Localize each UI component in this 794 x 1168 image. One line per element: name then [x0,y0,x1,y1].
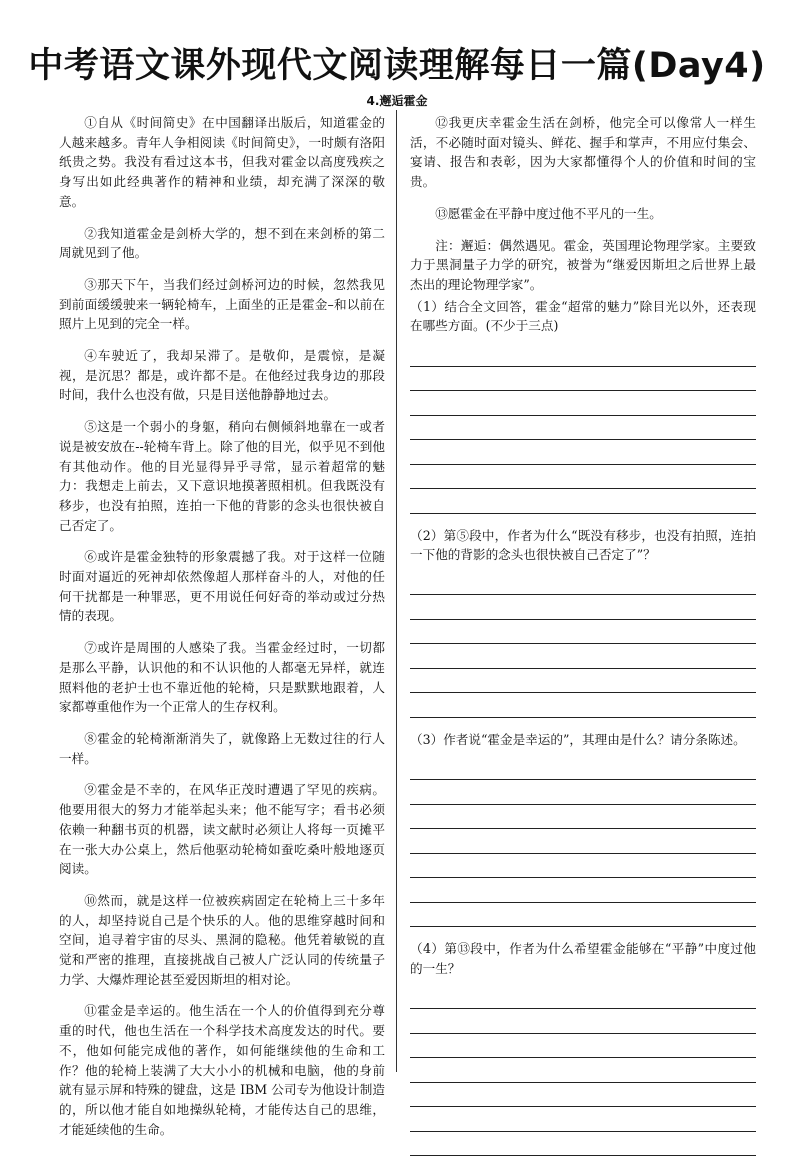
article-paragraph: ④车驶近了，我却呆滞了。是敬仰，是震惊，是凝视，是沉思？都是，或许都不是。在他经过我身边的那段时间，我什么也没有做，只是目送他静静地过去。 [59,348,385,403]
answer-area[interactable] [410,985,756,1157]
question-block [410,730,756,927]
article-paragraph: ⑫我更庆幸霍金生活在剑桥，他完全可以像常人一样生活，不必随时面对镜头、鲜花、握手和掌声，不用应付集会、宴请、报告和表彰，因为大家都懂得个人的价值和时间的宝贵。 [410,115,756,190]
article-paragraph: ⑪霍金是幸运的。他生活在一个人的价值得到充分尊重的时代，他也生活在一个科学技术高度发达的时代。要不，他如何能完成他的著作，如何能继续他的生命和工作？他的轮椅上装满了大大小小的机械和电脑，他的身前就有显示屏和特殊的键盘，这是 IBM 公司专为他设计制造的，所以他才能自如地操纵轮椅，才能传达自己的思维，才能延续他的生命。 [59,1003,385,1137]
answer-area[interactable] [410,342,756,514]
footnote: 注：邂逅：偶然遇见。霍金，英国理论物理学家。主要致力于黑洞量子力学的研究，被誉为“继爱因斯坦之后世界上最杰出的理论物理学家”。 [410,237,756,292]
article-title: 4.邂逅霍金 [366,94,428,108]
article-paragraph: ⑦或许是周围的人感染了我。当霍金经过时，一切都是那么平静，认识他的和不认识他的人都毫无异样，就连照料他的老护士也不靠近他的轮椅，只是默默地跟着，人家都尊重他作为一个正常人的生存权利。 [59,640,385,715]
article-paragraph: ⑥或许是霍金独特的形象震撼了我。对于这样一位随时面对逼近的死神却依然像超人那样奋斗的人，对他的任何干扰都是一种罪恶，更不用说任何好奇的举动或过分热情的表现。 [59,549,385,624]
article-paragraph: ③那天下午，当我们经过剑桥河边的时候，忽然我见到前面缓缓驶来一辆轮椅车，上面坐的正是霍金–和以前在照片上见到的完全一样。 [59,276,385,332]
question-block [410,939,756,1156]
article-paragraph: ②我知道霍金是剑桥大学的，想不到在来剑桥的第二周就见到了他。 [59,225,385,261]
question-block [410,297,756,514]
question-text: （3）作者说“霍金是幸运的”，其理由是什么？请分条陈述。 [410,731,746,747]
article-paragraph: ⑬愿霍金在平静中度过他不平凡的一生。 [435,205,662,221]
answer-area[interactable] [410,756,756,928]
column-divider [396,110,397,1072]
answer-area[interactable] [410,571,756,718]
question-text: （4）第⑬段中，作者为什么希望霍金能够在“平静”中度过他的一生？ [410,941,756,976]
question-text: （2）第⑤段中，作者为什么“既没有移步，也没有拍照，连拍一下他的背影的念头也很快被自己否定了”？ [410,527,756,563]
article-paragraph: ⑧霍金的轮椅渐渐消失了，就像路上无数过往的行人一样。 [59,730,385,766]
article-paragraph: ①自从《时间简史》在中国翻译出版后，知道霍金的人越来越多。青年人争相阅读《时间简史》，一时颇有洛阳纸贵之势。我没有看过这本书，但我对霍金以高度残疾之身写出如此经典著作的精神和业绩，却充满了深深的敬意。 [59,115,385,209]
page-title: 中考语文课外现代文阅读理解每日一篇(Day4) [28,46,766,86]
article-paragraph: ⑨霍金是不幸的，在风华正茂时遭遇了罕见的疾病。他要用很大的努力才能举起头来；他不能写字；看书必须依赖一种翻书页的机器，读文献时必须让人将每一页摊平在一张大办公桌上，然后他驱动轮椅如蚕吃桑叶般地逐页阅读。 [59,782,385,877]
article-paragraph: ⑤这是一个弱小的身躯，稍向右侧倾斜地靠在一或者说是被安放在--轮椅车背上。除了他的目光，似乎见不到他有其他动作。他的目光显得异乎寻常，显示着超常的魅力：我想走上前去，又下意识地摸著照相机。但我既没有移步，也没有拍照，连拍一下他的背影的念头也很快被自己否定了。 [59,419,385,533]
question-text: （1）结合全文回答，霍金“超常的魅力”除目光以外，还表现在哪些方面。(不少于三点) [410,298,756,334]
question-block [410,526,756,718]
article-paragraph: ⑩然而，就是这样一位被疾病固定在轮椅上三十多年的人，却坚持说自己是个快乐的人。他的思维穿越时间和空间，追寻着宇宙的尽头、黑洞的隐秘。他凭着敏锐的直觉和严密的推理，直接挑战自己被人广泛认同的传统量子力学、大爆炸理论甚至爱因斯坦的相对论。 [59,892,385,987]
left-column [59,113,385,1151]
right-column [410,113,756,1168]
